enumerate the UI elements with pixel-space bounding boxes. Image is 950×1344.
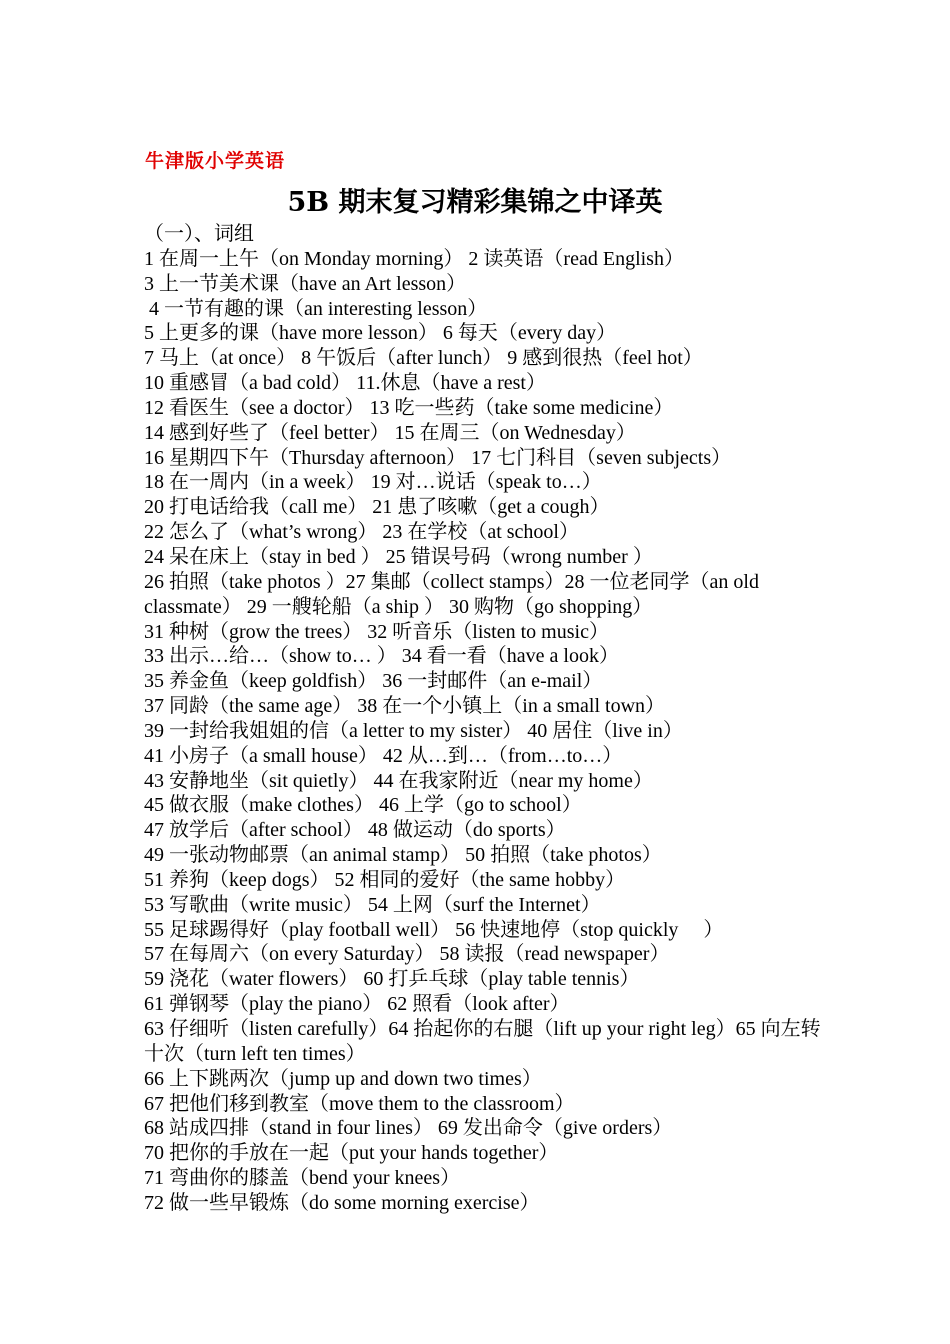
phrase-line: 3 上一节美术课（have an Art lesson） [144, 272, 467, 295]
phrase-line: 4 一节有趣的课（an interesting lesson） [144, 297, 488, 320]
phrase-line: 14 感到好些了（feel better） 15 在周三（on Wednesday） [144, 421, 636, 444]
document-title: 5B 期末复习精彩集锦之中译英 [287, 187, 663, 218]
phrase-line: 68 站成四排（stand in four lines） 69 发出命令（give orders） [144, 1117, 673, 1140]
phrase-line: 71 弯曲你的膝盖（bend your knees） [144, 1167, 461, 1190]
phrase-line: 45 做衣服（make clothes） 46 上学（go to school） [144, 794, 582, 817]
phrase-line: 7 马上（at once） 8 午饭后（after lunch） 9 感到很热（feel hot） [144, 347, 703, 370]
phrase-line: 5 上更多的课（have more lesson） 6 每天（every day） [144, 322, 617, 345]
phrase-line: 63 仔细听（listen carefully）64 抬起你的右腿（lift up your right leg）65 向左转十次（turn left ten times） [144, 1018, 821, 1065]
phrase-line: 49 一张动物邮票（an animal stamp） 50 拍照（take photos） [144, 844, 662, 867]
phrase-line: 41 小房子（a small house） 42 从…到…（from…to…） [144, 744, 623, 767]
phrase-line: 43 安静地坐（sit quietly） 44 在我家附近（near my home） [144, 769, 653, 792]
phrase-line: 55 足球踢得好（play football well） 56 快速地停（stop quickly ） [144, 918, 724, 941]
section-heading: （一）、词组 [144, 223, 254, 245]
phrase-line: 24 呆在床上（stay in bed ） 25 错误号码（wrong number ） [144, 545, 653, 568]
phrase-line: 18 在一周内（in a week） 19 对…说话（speak to…） [144, 471, 602, 494]
phrase-line: 39 一封给我姐姐的信（a letter to my sister） 40 居住（live in） [144, 719, 683, 742]
phrase-line: 70 把你的手放在一起（put your hands together） [144, 1142, 559, 1165]
phrase-line: 37 同龄（the same age） 38 在一个小镇上（in a small town） [144, 695, 666, 718]
phrase-list [144, 222, 824, 1216]
phrase-line: 61 弹钢琴（play the piano） 62 照看（look after） [144, 993, 570, 1016]
publisher-header: 牛津版小学英语 [145, 150, 286, 172]
phrase-line: 66 上下跳两次（jump up and down two times） [144, 1067, 542, 1090]
phrase-line: 57 在每周六（on every Saturday） 58 读报（read newspaper） [144, 943, 670, 966]
phrase-line: 67 把他们移到教室（move them to the classroom） [144, 1092, 575, 1115]
phrase-line: 12 看医生（see a doctor） 13 吃一些药（take some medicine） [144, 396, 674, 419]
phrase-line: 72 做一些早锻炼（do some morning exercise） [144, 1191, 540, 1214]
phrase-line: 59 浇花（water flowers） 60 打乒乓球（play table tennis） [144, 968, 640, 991]
phrase-line: 53 写歌曲（write music） 54 上网（surf the Internet） [144, 893, 601, 916]
phrase-line: 35 养金鱼（keep goldfish） 36 一封邮件（an e-mail） [144, 670, 603, 693]
phrase-line: 26 拍照（take photos ）27 集邮（collect stamps）28 一位老同学（an old classmate） 29 一艘轮船（a ship ） 30 购物（go shopping） [144, 570, 759, 618]
phrase-line: 22 怎么了（what’s wrong） 23 在学校（at school） [144, 521, 579, 544]
phrase-line: 51 养狗（keep dogs） 52 相同的爱好（the same hobby） [144, 868, 626, 891]
phrase-line: 10 重感冒（a bad cold） 11.休息（have a rest） [144, 372, 546, 395]
phrase-line: 47 放学后（after school） 48 做运动（do sports） [144, 819, 566, 842]
phrase-line: 1 在周一上午（on Monday morning） 2 读英语（read English） [144, 247, 684, 270]
phrase-line: 33 出示…给…（show to… ） 34 看一看（have a look） [144, 645, 619, 668]
phrase-line: 31 种树（grow the trees） 32 听音乐（listen to music） [144, 620, 609, 643]
phrase-line: 16 星期四下午（Thursday afternoon） 17 七门科目（seven subjects） [144, 446, 732, 469]
phrase-line: 20 打电话给我（call me） 21 患了咳嗽（get a cough） [144, 496, 610, 519]
